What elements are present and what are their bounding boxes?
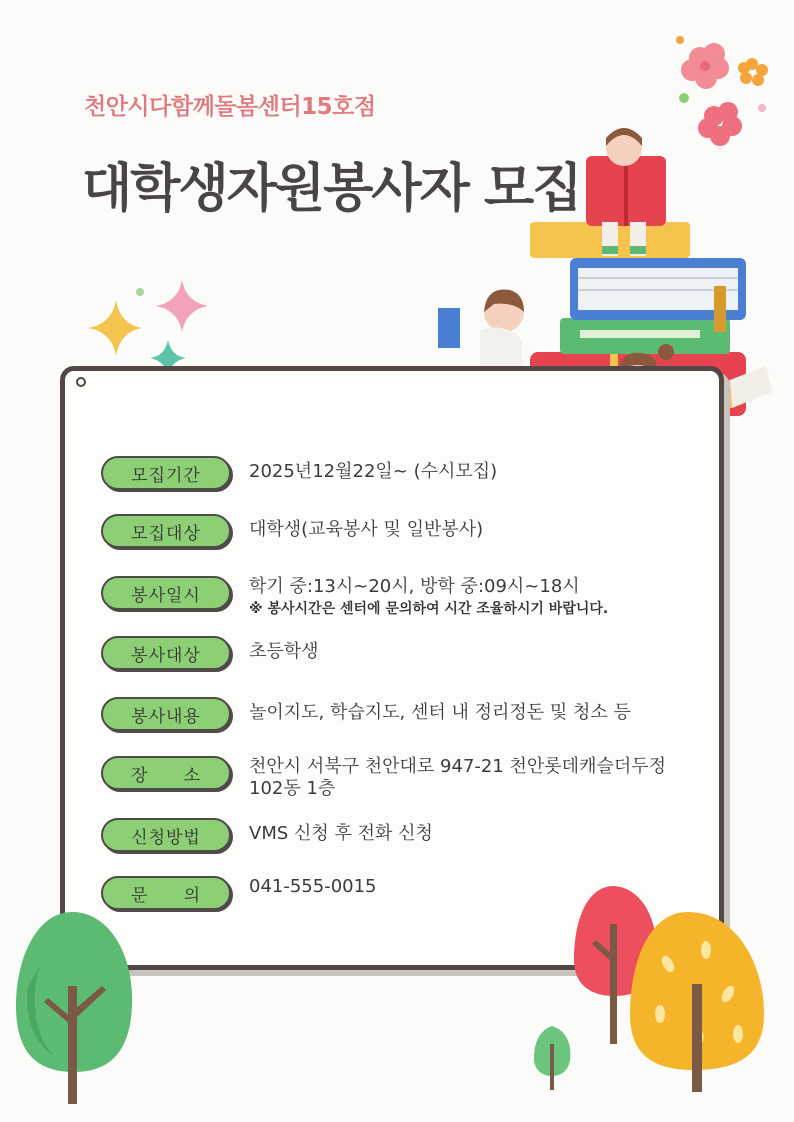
- value-location: 천안시 서북구 천안대로 947-21 천안롯데캐슬더두정: [249, 756, 667, 777]
- label-target: 모집대상: [101, 514, 231, 548]
- value-contact: 041-555-0015: [249, 876, 377, 897]
- label-contact-char1: 문: [131, 885, 149, 906]
- row-apply: [101, 818, 433, 852]
- center-name: 천안시다함께돌봄센터15호점: [84, 94, 376, 120]
- schedule-note: ※ 봉사시간은 센터에 문의하여 시간 조율하시기 바랍니다.: [249, 601, 609, 617]
- tree-left-illustration: [10, 906, 150, 1106]
- value-content: 놀이지도, 학습지도, 센터 내 정리정돈 및 청소 등: [249, 702, 631, 723]
- label-location-char1: 장: [131, 765, 149, 786]
- label-schedule: 봉사일시: [101, 576, 231, 610]
- row-content: [101, 697, 631, 731]
- row-schedule: [101, 576, 608, 618]
- label-location-char2: 소: [183, 765, 201, 786]
- value-beneficiary: 초등학생: [249, 641, 319, 662]
- value-schedule: 학기 중:13시~20시, 방학 중:09시~18시: [249, 576, 580, 597]
- label-period: 모집기간: [101, 456, 231, 490]
- label-beneficiary: 봉사대상: [101, 636, 231, 670]
- label-location: [101, 756, 231, 790]
- value-location-line2: 102동 1층: [249, 778, 336, 799]
- tree-right-illustration: [568, 884, 790, 1094]
- value-period: 2025년12월22일~ (수시모집): [249, 461, 498, 482]
- value-apply: VMS 신청 후 전화 신청: [249, 823, 433, 844]
- row-contact: [101, 876, 377, 910]
- page-title: 대학생자원봉사자 모집: [82, 159, 581, 219]
- value-target: 대학생(교육봉사 및 일반봉사): [249, 519, 484, 540]
- row-location: [101, 756, 666, 800]
- label-apply: 신청방법: [101, 818, 231, 852]
- label-contact: [101, 876, 231, 910]
- row-target: [101, 514, 483, 548]
- label-contact-char2: 의: [183, 885, 201, 906]
- label-content: 봉사내용: [101, 697, 231, 731]
- row-period: [101, 456, 497, 490]
- row-beneficiary: [101, 636, 319, 670]
- board-hole: [76, 377, 86, 387]
